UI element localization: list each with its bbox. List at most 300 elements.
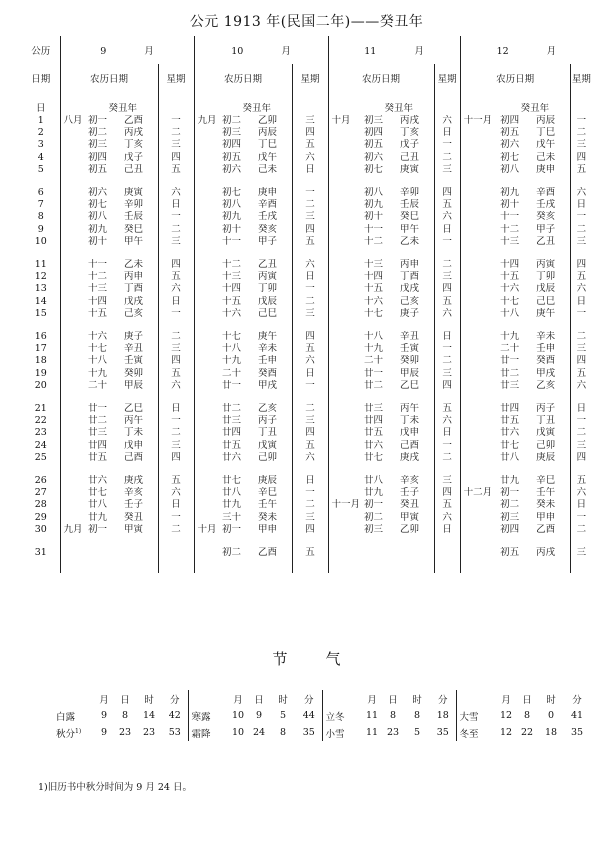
weekday: 六	[158, 187, 194, 199]
lunar-month-label	[60, 308, 88, 320]
day-number: 27	[34, 487, 47, 499]
weekday: 六	[434, 115, 460, 127]
weekday: 二	[570, 127, 592, 139]
weekday: 二	[292, 499, 328, 511]
lunar-month-label	[460, 547, 500, 559]
lunar-month-label	[460, 152, 500, 164]
lunar-day: 二十	[364, 355, 384, 367]
ganzhi: 癸卯	[124, 367, 144, 379]
lunar-day: 十八	[222, 343, 242, 355]
weekday: 四	[570, 452, 592, 464]
lunar-day: 二十	[500, 343, 520, 355]
lunar-day: 初三	[364, 115, 384, 126]
weekday: 三	[292, 512, 328, 524]
weekday: 一	[292, 283, 328, 295]
ganzhi: 甲戌	[536, 367, 556, 379]
lunar-day: 廿八	[364, 475, 384, 487]
jieqi-value: 5	[413, 727, 421, 738]
spacer	[434, 320, 460, 331]
spacer	[460, 559, 500, 573]
lunar-day: 二十	[222, 367, 242, 379]
spacer	[500, 392, 536, 403]
jieqi-value: 12	[499, 710, 513, 721]
lunar-day: 初三	[364, 523, 384, 535]
spacer	[22, 559, 60, 573]
jieqi-col-header: 月	[501, 694, 511, 706]
weekday: 二	[434, 452, 460, 464]
lunar-month-label	[194, 199, 222, 211]
weekday: 六	[292, 452, 328, 464]
spacer	[158, 464, 194, 475]
spacer	[570, 559, 592, 573]
weekday: 四	[434, 380, 460, 392]
lunar-day: 十三	[364, 259, 384, 271]
spacer	[400, 248, 434, 259]
weekday: 三	[570, 440, 592, 452]
spacer	[328, 176, 364, 187]
ganzhi: 壬戌	[536, 199, 556, 211]
ganzhi: 丙戌	[124, 127, 144, 139]
lunar-month-label	[60, 331, 88, 343]
lunar-month-label	[194, 236, 222, 248]
ganzhi: 癸丑	[400, 499, 420, 511]
lunar-day: 初一	[500, 487, 520, 499]
jieqi-name-text: 霜降	[191, 728, 211, 740]
lunar-month-label: 八月	[60, 115, 88, 127]
jieqi-value: 12	[499, 727, 513, 738]
weekday: 三	[158, 139, 194, 151]
lunar-month-label	[460, 427, 500, 439]
lunar-day: 初七	[500, 151, 520, 163]
day-number: 12	[34, 271, 47, 283]
spacer	[222, 559, 258, 573]
day-number: 24	[34, 439, 47, 451]
weekday: 三	[292, 308, 328, 320]
ganzhi: 壬申	[536, 343, 556, 355]
lunar-day: 廿二	[222, 403, 242, 415]
jieqi-col-header: 时	[278, 694, 288, 706]
spacer	[258, 176, 292, 187]
lunar-day: 廿四	[500, 403, 520, 415]
header-month-9	[60, 36, 194, 64]
weekday: 一	[570, 308, 592, 320]
lunar-day: 廿二	[364, 379, 384, 391]
weekday: 四	[434, 487, 460, 499]
lunar-month-label	[460, 380, 500, 392]
ganzhi: 癸酉	[536, 355, 556, 367]
lunar-month-label	[60, 355, 88, 367]
lunar-day: 廿八	[88, 499, 108, 511]
lunar-month-label	[460, 403, 500, 415]
lunar-month-label	[328, 343, 364, 355]
jieqi-value: 23	[118, 727, 132, 738]
spacer	[88, 559, 124, 573]
lunar-day: 初九	[500, 187, 520, 199]
lunar-day: 初四	[500, 523, 520, 535]
weekday: 六	[292, 259, 328, 271]
weekday: 日	[434, 224, 460, 236]
lunar-day: 初七	[364, 163, 384, 175]
spacer	[460, 464, 500, 475]
lunar-month-label	[60, 547, 88, 559]
weekday: 一	[158, 211, 194, 223]
spacer	[570, 392, 592, 403]
spacer	[222, 392, 258, 403]
lunar-month-label	[328, 139, 364, 151]
ganzhi: 辛未	[258, 343, 278, 355]
lunar-month-label	[328, 152, 364, 164]
jieqi-value: 22	[520, 727, 534, 738]
jieqi-col-header: 分	[303, 694, 314, 706]
lunar-day: 十三	[88, 283, 108, 295]
lunar-day: 初四	[88, 151, 108, 163]
jieqi-value: 9	[100, 727, 108, 738]
spacer	[22, 92, 60, 103]
spacer	[570, 536, 592, 547]
ganzhi: 丁丑	[258, 427, 278, 439]
lunar-month-label	[194, 187, 222, 199]
lunar-day: 廿八	[500, 451, 520, 463]
lunar-month-label	[194, 308, 222, 320]
weekday: 三	[158, 236, 194, 248]
lunar-day: 廿一	[364, 367, 384, 379]
spacer	[194, 536, 222, 547]
lunar-month-label	[60, 199, 88, 211]
weekday: 六	[292, 355, 328, 367]
weekday: 五	[158, 271, 194, 283]
weekday: 四	[158, 355, 194, 367]
lunar-day: 廿三	[364, 403, 384, 415]
weekday: 一	[292, 380, 328, 392]
weekday: 日	[292, 368, 328, 380]
month-number: 11	[364, 46, 377, 57]
spacer	[400, 176, 434, 187]
ganzhi: 甲寅	[124, 523, 144, 535]
weekday: 日	[292, 475, 328, 487]
jieqi-col-header: 日	[120, 694, 130, 706]
ganzhi: 乙巳	[400, 379, 420, 391]
ganzhi: 丁未	[400, 415, 420, 427]
ganzhi: 乙酉	[124, 115, 144, 126]
weekday: 六	[570, 187, 592, 199]
weekday: 六	[434, 415, 460, 427]
ganzhi: 壬寅	[400, 343, 420, 355]
spacer	[328, 559, 364, 573]
ganzhi: 己巳	[258, 307, 278, 319]
lunar-month-label	[194, 164, 222, 176]
lunar-day: 十二	[500, 223, 520, 235]
lunar-month-label: 九月	[194, 115, 222, 127]
lunar-day: 廿六	[500, 427, 520, 439]
weekday: 四	[292, 524, 328, 536]
lunar-day: 二十	[88, 379, 108, 391]
weekday: 三	[292, 415, 328, 427]
weekday: 日	[434, 331, 460, 343]
ganzhi: 丁巳	[258, 139, 278, 151]
jieqi-name	[56, 724, 94, 741]
day-number: 18	[34, 355, 47, 367]
lunar-day: 十四	[88, 295, 108, 307]
weekday: 四	[158, 452, 194, 464]
lunar-day: 廿三	[500, 379, 520, 391]
lunar-month-label	[194, 355, 222, 367]
jieqi-value: 24	[252, 727, 266, 738]
day-number: 17	[34, 343, 47, 355]
spacer	[400, 536, 434, 547]
lunar-day: 初五	[500, 547, 520, 559]
ganzhi: 甲辰	[124, 379, 144, 391]
jieqi-value: 23	[142, 727, 156, 738]
footnote-marker: 1)	[75, 727, 82, 735]
weekday: 六	[434, 308, 460, 320]
spacer	[258, 559, 292, 573]
spacer	[88, 92, 124, 103]
lunar-day: 十四	[500, 259, 520, 271]
spacer	[194, 92, 222, 103]
spacer	[188, 690, 228, 707]
lunar-month-label	[460, 355, 500, 367]
lunar-day: 十六	[500, 283, 520, 295]
spacer	[328, 103, 364, 115]
jieqi-col-header: 日	[522, 694, 532, 706]
lunar-month-label	[60, 415, 88, 427]
ganzhi	[400, 547, 434, 559]
ganzhi: 戊申	[400, 427, 420, 439]
weekday: 一	[570, 211, 592, 223]
spacer	[536, 248, 570, 259]
lunar-day: 初六	[88, 187, 108, 199]
jieqi-col-header: 日	[388, 694, 398, 706]
lunar-month-label	[60, 512, 88, 524]
spacer	[194, 248, 222, 259]
ganzhi: 庚戌	[124, 475, 144, 487]
jieqi-col-header: 日	[254, 694, 264, 706]
weekday: 五	[292, 547, 328, 559]
ganzhi: 庚申	[258, 187, 278, 199]
ganzhi: 戊戌	[400, 283, 420, 295]
spacer	[434, 92, 460, 103]
spacer	[570, 464, 592, 475]
spacer	[364, 559, 400, 573]
lunar-month-label	[328, 368, 364, 380]
spacer	[194, 320, 222, 331]
spacer	[60, 320, 88, 331]
lunar-day: 十三	[222, 271, 242, 283]
spacer	[434, 559, 460, 573]
spacer	[292, 176, 328, 187]
header-nongli: 农历日期	[60, 64, 158, 92]
header-month-12	[460, 36, 592, 64]
lunar-month-label	[328, 440, 364, 452]
lunar-month-label	[328, 308, 364, 320]
spacer	[88, 464, 124, 475]
weekday: 六	[158, 487, 194, 499]
spacer	[124, 559, 158, 573]
spacer	[364, 392, 400, 403]
ganzhi: 庚辰	[258, 475, 278, 487]
weekday: 二	[158, 224, 194, 236]
weekday: 一	[434, 236, 460, 248]
lunar-day: 十九	[500, 331, 520, 343]
weekday: 三	[434, 271, 460, 283]
jieqi-value: 41	[570, 710, 584, 721]
ganzhi: 癸卯	[400, 355, 420, 367]
spacer	[158, 559, 194, 573]
spacer	[434, 464, 460, 475]
ganzhi: 癸未	[258, 511, 278, 523]
spacer	[536, 464, 570, 475]
weekday: 四	[292, 331, 328, 343]
weekday: 日	[434, 427, 460, 439]
jieqi-value: 18	[436, 710, 449, 721]
lunar-day: 十九	[88, 367, 108, 379]
jieqi-value: 35	[302, 727, 315, 738]
jieqi-name	[188, 707, 228, 724]
lunar-month-label	[60, 211, 88, 223]
lunar-day	[88, 547, 124, 559]
lunar-day: 初五	[500, 127, 520, 139]
lunar-day: 初三	[88, 139, 108, 151]
weekday: 五	[292, 343, 328, 355]
day-number: 30	[34, 523, 47, 535]
weekday: 四	[292, 224, 328, 236]
ganzhi: 乙巳	[124, 403, 144, 415]
lunar-month-label	[60, 164, 88, 176]
spacer	[434, 103, 460, 115]
weekday: 四	[158, 152, 194, 164]
lunar-month-label	[460, 296, 500, 308]
lunar-day: 初八	[364, 187, 384, 199]
lunar-day: 十八	[88, 355, 108, 367]
weekday: 三	[292, 211, 328, 223]
lunar-month-label	[60, 499, 88, 511]
ganzhi: 戊午	[258, 151, 278, 163]
ganzhi: 己丑	[124, 163, 144, 175]
spacer	[500, 536, 536, 547]
spacer	[570, 92, 592, 103]
jieqi-value: 5	[279, 710, 287, 721]
lunar-day: 廿七	[222, 475, 242, 487]
lunar-day: 廿三	[222, 415, 242, 427]
spacer	[434, 248, 460, 259]
weekday: 二	[434, 152, 460, 164]
ganzhi: 乙卯	[258, 115, 278, 126]
ganzhi: 甲申	[258, 523, 278, 535]
header-nongli: 农历日期	[194, 64, 292, 92]
lunar-day: 十一	[364, 223, 384, 235]
weekday: 五	[158, 164, 194, 176]
lunar-day: 十八	[364, 331, 384, 343]
ganzhi: 丁酉	[400, 271, 420, 283]
day-number: 19	[34, 367, 47, 379]
lunar-month-label	[194, 487, 222, 499]
spacer	[258, 464, 292, 475]
year-label: 癸丑年	[108, 103, 137, 114]
ganzhi: 辛酉	[258, 199, 278, 211]
spacer	[56, 690, 94, 707]
weekday: 四	[292, 127, 328, 139]
lunar-month-label	[328, 236, 364, 248]
year-label: 癸丑年	[242, 103, 271, 114]
lunar-month-label	[328, 475, 364, 487]
lunar-day: 十二	[364, 235, 384, 247]
jieqi-value: 44	[302, 710, 315, 721]
lunar-month-label	[460, 331, 500, 343]
spacer	[328, 536, 364, 547]
lunar-month-label	[460, 127, 500, 139]
lunar-month-label	[194, 211, 222, 223]
ganzhi: 己卯	[258, 451, 278, 463]
spacer	[400, 559, 434, 573]
weekday: 二	[570, 427, 592, 439]
lunar-day: 三十	[222, 511, 242, 523]
weekday: 六	[570, 487, 592, 499]
weekday: 三	[434, 475, 460, 487]
day-number: 23	[34, 427, 47, 439]
weekday: 五	[158, 368, 194, 380]
header-xingqi: 星期	[292, 64, 328, 92]
lunar-day: 初三	[500, 511, 520, 523]
spacer	[124, 464, 158, 475]
day-number: 29	[34, 511, 47, 523]
ganzhi: 乙丑	[536, 235, 556, 247]
weekday: 三	[434, 164, 460, 176]
day-number: 4	[37, 151, 44, 163]
spacer	[222, 464, 258, 475]
spacer	[158, 248, 194, 259]
weekday: 二	[292, 403, 328, 415]
lunar-month-label	[60, 224, 88, 236]
weekday: 四	[570, 259, 592, 271]
lunar-month-label	[194, 343, 222, 355]
spacer	[292, 320, 328, 331]
weekday: 二	[158, 524, 194, 536]
weekday: 四	[434, 283, 460, 295]
day-number: 14	[34, 295, 47, 307]
jieqi-col-header: 时	[144, 694, 154, 706]
lunar-day: 初九	[88, 223, 108, 235]
spacer	[124, 392, 158, 403]
ganzhi: 辛未	[536, 331, 556, 343]
spacer	[158, 176, 194, 187]
spacer	[328, 464, 364, 475]
header-riqi: 日期	[31, 74, 51, 85]
day-number: 5	[37, 163, 44, 175]
jieqi-value: 10	[231, 710, 245, 721]
weekday: 日	[570, 199, 592, 211]
spacer	[158, 536, 194, 547]
jieqi-col-header: 分	[572, 694, 582, 706]
weekday: 二	[434, 259, 460, 271]
jieqi-name-text: 大雪	[459, 711, 479, 723]
ganzhi: 戊子	[400, 139, 420, 151]
lunar-month-label	[60, 271, 88, 283]
spacer	[500, 464, 536, 475]
ganzhi: 丁未	[124, 427, 144, 439]
spacer	[88, 320, 124, 331]
spacer	[88, 248, 124, 259]
calendar-table	[22, 36, 592, 573]
spacer	[500, 320, 536, 331]
lunar-day: 廿七	[88, 487, 108, 499]
spacer	[124, 536, 158, 547]
weekday: 二	[570, 224, 592, 236]
spacer	[500, 92, 536, 103]
weekday: 五	[434, 199, 460, 211]
spacer	[460, 92, 500, 103]
spacer	[292, 464, 328, 475]
weekday: 日	[158, 403, 194, 415]
